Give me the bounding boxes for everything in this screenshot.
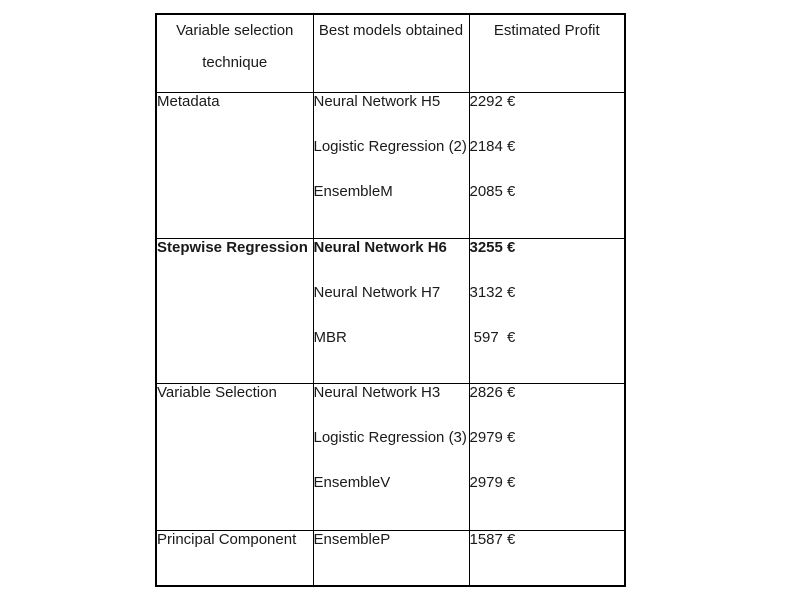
profit-value: 2184 € [469,137,516,155]
model-name: EnsembleV [313,473,391,491]
technique-label: Variable Selection [157,383,277,401]
profit-value: 2292 € [469,92,516,110]
results-table-container [155,13,626,587]
profit-value: 3132 € [469,283,516,301]
profit-cell [469,530,625,586]
models-cell [313,383,469,530]
models-cell [313,238,469,383]
profit-cell [469,92,625,238]
col-header-technique-line2: technique [202,54,268,71]
profit-value: 2085 € [469,182,516,200]
col-header-models-label: Best models obtained [318,22,464,39]
technique-cell [156,92,313,238]
col-header-profit [469,14,625,92]
model-name: Neural Network H3 [313,383,441,401]
model-name: Logistic Regression (2) [313,137,467,155]
profit-value: 2826 € [469,383,516,401]
model-name: Logistic Regression (3) [313,428,467,446]
model-name: MBR [313,328,347,346]
model-name: Neural Network H5 [313,92,441,110]
technique-cell [156,383,313,530]
technique-label: Metadata [157,92,220,110]
profit-value: 1587 € [469,530,516,548]
profit-cell [469,383,625,530]
section-row-variable-selection [156,383,625,530]
profit-value: 597 € [469,328,516,346]
model-name: EnsembleM [313,182,393,200]
technique-label: Stepwise Regression [157,238,308,256]
profit-value: 2979 € [469,473,516,491]
profit-value: 3255 € [469,238,516,256]
results-table [155,13,626,587]
models-cell [313,92,469,238]
section-row-metadata [156,92,625,238]
model-name: Neural Network H6 [313,238,447,256]
section-row-stepwise-regression [156,238,625,383]
technique-cell [156,238,313,383]
col-header-technique [156,14,313,92]
col-header-technique-line1: Variable selection [176,22,294,39]
models-cell [313,530,469,586]
header-row [156,14,625,92]
col-header-models [313,14,469,92]
technique-cell [156,530,313,586]
model-name: Neural Network H7 [313,283,441,301]
section-row-principal-component [156,530,625,586]
col-header-profit-label: Estimated Profit [493,22,600,39]
profit-cell [469,238,625,383]
model-name: EnsembleP [313,530,391,548]
technique-label: Principal Component [157,530,297,548]
profit-value: 2979 € [469,428,516,446]
